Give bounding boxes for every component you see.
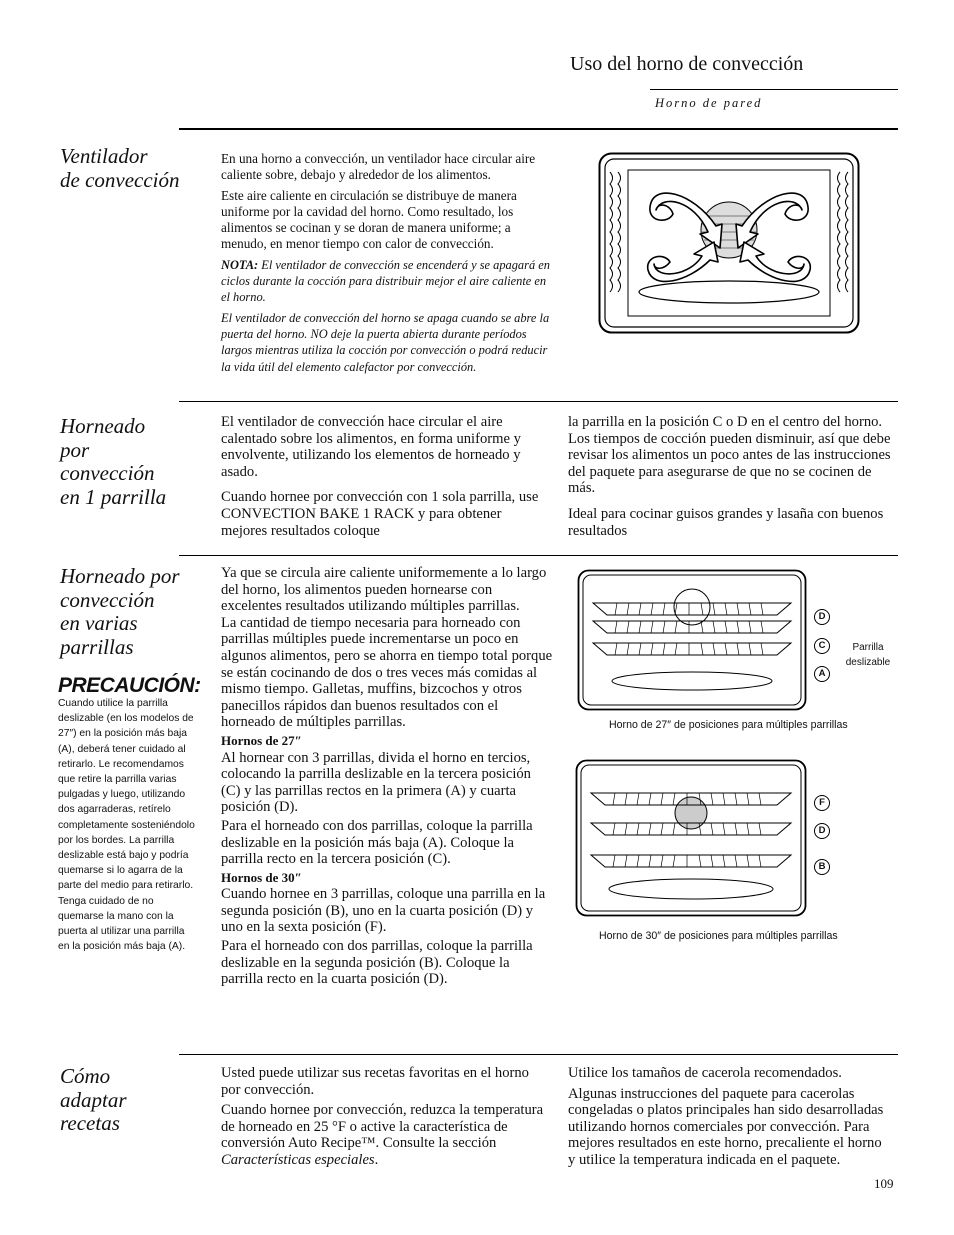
rack-position-badge: F	[814, 795, 830, 811]
rack-position-badge: B	[814, 859, 830, 875]
multi-rack-text	[221, 565, 554, 988]
heading-27: Hornos de 27″	[221, 732, 302, 748]
fan-warning: El ventilador de convección del horno se apaga cuando se abre la puerta del horno. NO deje la puerta abierta durante períodos largos mientras utiliza la cocción por convección o podrá reducir la vida útil del elemento calefactor por convección.	[221, 310, 550, 374]
rack-position-badge: D	[814, 823, 830, 839]
section-title-adapt: Cómo adaptar recetas	[60, 1064, 127, 1135]
adapt-paragraph	[221, 1102, 551, 1168]
figure-caption-27: Horno de 27″ de posiciones para múltiples parrillas	[609, 719, 848, 731]
header-rule	[650, 89, 898, 90]
adapt-right	[568, 1065, 888, 1169]
one-rack-paragraph: Ideal para cocinar guisos grandes y lasaña con buenos resultados	[568, 505, 884, 539]
rack-position-badge: A	[814, 666, 830, 682]
section-title-multi-rack: Horneado por convección en varias parrillas	[60, 564, 180, 659]
page-subtitle: Horno de pared	[655, 96, 763, 110]
figure-caption-30: Horno de 30″ de posiciones para múltiples parrillas	[599, 930, 838, 942]
rack-position-badge: C	[814, 638, 830, 654]
section-rule-3	[179, 1054, 898, 1055]
adapt-left	[221, 1065, 551, 1169]
one-rack-right	[568, 414, 898, 539]
note-text: El ventilador de convección se encenderá y se apagará en ciclos durante la cocción para distribuir mejor el aire caliente en el horno.	[221, 257, 550, 305]
multi-rack-paragraph: La cantidad de tiempo necesaria para horneado con parrillas múltiples puede incrementarse un poco en algunos alimentos, pero se ahorra en tiempo total porque se están cocinando de dos o tres veces más comidas al mismo tiempo. Galletas, muffins, bizcochos y otros panecillos rápidos dan buenos resultados con el horneado de múltiples parrillas.	[221, 614, 553, 731]
one-rack-paragraph: la parrilla en la posición C o D en el centro del horno. Los tiempos de cocción pueden disminuir, así que debe revisar los alimentos un poco antes de las instrucciones del paquete para asegurarse de que no se cocinen de más.	[568, 414, 891, 497]
fan-paragraph: Este aire caliente en circulación se distribuye de manera uniforme por la cavidad del horno. Como resultado, los alimentos se cocinan y se doran de manera uniforme; a menudo, en menor tiempo con calor de convección.	[221, 187, 517, 252]
page-title: Uso del horno de convección	[570, 53, 804, 75]
section-rule-top	[179, 128, 898, 130]
oven-30-rack-positions-diagram	[575, 759, 807, 917]
multi-rack-paragraph: Para el horneado con dos parrillas, coloque la parrilla deslizable en la posición más baja (A). Coloque la parrilla recto en la tercera posición (C).	[221, 817, 533, 868]
section-title-one-rack: Horneado por convección en 1 parrilla	[60, 414, 167, 509]
fan-note	[221, 257, 551, 306]
multi-rack-paragraph: Cuando hornee en 3 parrillas, coloque una parrilla en la segunda posición (B), uno en la cuarta posición (D) y uno en la sexta posición (F).	[221, 886, 546, 936]
section-title-fan: Ventilador de convección	[60, 144, 180, 192]
fan-paragraph: En una horno a convección, un ventilador hace circular aire caliente sobre, debajo y alrededor de los alimentos.	[221, 151, 536, 183]
oven-convection-airflow-diagram	[598, 152, 860, 334]
rack-position-badge: D	[814, 609, 830, 625]
one-rack-paragraph: El ventilador de convección hace circular el aire calentado sobre los alimentos, en forma uniforme y envolvente, utilizando los elementos de horneado y asado.	[221, 414, 521, 480]
oven-27-rack-positions-diagram	[577, 569, 807, 711]
caution-title: PRECAUCIÓN:	[58, 674, 201, 697]
multi-rack-paragraph: Para el horneado con dos parrillas, coloque la parrilla deslizable en la segunda posición (B). Coloque la parrilla recto en la cuarta posición (D).	[221, 938, 533, 988]
fan-text	[221, 151, 551, 375]
heading-30: Hornos de 30″	[221, 869, 302, 885]
note-label: NOTA:	[221, 257, 259, 272]
multi-rack-paragraph: Ya que se circula aire caliente uniformemente a lo largo del horno, los alimentos pueden hornearse con excelentes resultados utilizando múltiples parrillas.	[221, 565, 547, 615]
adapt-paragraph: Algunas instrucciones del paquete para cacerolas congeladas o platos principales han sido desarrolladas utilizando hornos comerciales por convección. Para mejores resultados en este horno, precaliente el horno y utilice la temperatura indicada en el paquete.	[568, 1085, 884, 1168]
multi-rack-paragraph: Al hornear con 3 parrillas, divida el horno en tercios, colocando la parrilla deslizable en la tercera posición (C) y las parrillas rectos en la primera (A) y cuarta posición (D).	[221, 749, 531, 816]
section-rule-1	[179, 401, 898, 402]
one-rack-left	[221, 414, 551, 539]
adapt-paragraph: Usted puede utilizar sus recetas favoritas en el horno por convección.	[221, 1065, 529, 1098]
sliding-rack-label: Parrilla deslizable	[845, 642, 891, 668]
one-rack-paragraph: Cuando hornee por convección con 1 sola parrilla, use CONVECTION BAKE 1 RACK y para obtener mejores resultados coloque	[221, 489, 539, 539]
adapt-text-end: .	[374, 1151, 379, 1168]
page-number: 109	[874, 1176, 894, 1191]
adapt-text: Cuando hornee por convección, reduzca la temperatura de horneado en 25 °F o active la característica de conversión Auto Recipe™. Consulte la sección	[221, 1102, 544, 1152]
caution-text: Cuando utilice la parrilla deslizable (en los modelos de 27″) en la posición más baja (A), deberá tener cuidado al retirarlo. Le recomendamos que retire la parrilla varias pulgadas y luego, utilizando dos agarraderas, retírelo completamente sosteniéndolo por los bordes. La parrilla deslizable está bajo y podría quemarse si lo agarra de la parte del medio para retirarlo. Tenga cuidado de no quemarse la mano con la puerta al utilizar una parrilla en la posición más baja (A).	[58, 698, 195, 953]
section-rule-2	[179, 555, 898, 556]
adapt-paragraph: Utilice los tamaños de cacerola recomendados.	[568, 1065, 842, 1081]
adapt-reference: Características especiales	[221, 1151, 375, 1168]
